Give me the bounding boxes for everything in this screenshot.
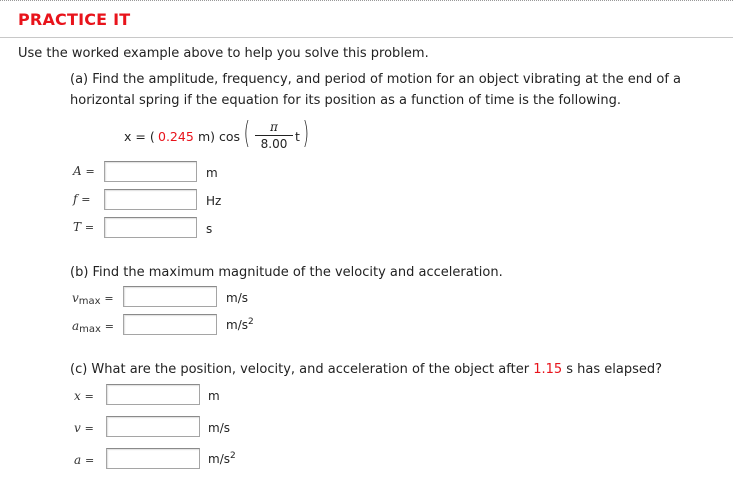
amax-unit: $m/s^2$ [226,317,254,332]
amplitude-unit: m [206,166,218,180]
velocity-input[interactable] [106,416,200,437]
part-a-text-line2: horizontal spring if the equation for its position as a function of time is the following. [70,93,622,108]
frequency-unit: Hz [206,194,222,208]
right-paren: ) [302,116,310,151]
equation-cos: m) cos [198,129,241,144]
frequency-label: f = [73,192,91,206]
equation-amplitude: 0.245 [158,129,194,144]
period-unit: s [206,222,213,236]
fraction-denominator: 8.00 [260,137,288,151]
amax-input[interactable] [123,314,217,335]
vmax-label: $v_{max}$ = [72,291,114,307]
equation-lhs: x = ( [124,129,155,144]
left-paren: ( [243,116,251,151]
fraction-numerator: π [270,120,278,134]
position-unit: m [208,389,220,403]
frequency-input[interactable] [104,189,197,210]
equation-t: t [295,129,300,144]
part-b-text: (b) Find the maximum magnitude of the velocity and acceleration. [70,265,503,280]
intro-text: Use the worked example above to help you solve this problem. [18,46,429,61]
vmax-unit: m/s [226,291,248,305]
fraction [255,120,293,151]
amax-label: $a_{max}$ = [72,319,114,335]
part-a-text-line1: (a) Find the amplitude, frequency, and period of motion for an object vibrating at the end of a [70,72,681,87]
part-c-text: (c) What are the position, velocity, and acceleration of the object after 1.15 s has elapsed? [70,362,663,377]
amplitude-label: A = [73,164,95,178]
period-input[interactable] [104,217,197,238]
position-label: x = [74,389,94,403]
vmax-input[interactable] [123,286,217,307]
top-dotted-divider [0,0,733,1]
title-divider [0,37,733,38]
period-label: T = [73,220,95,234]
elapsed-time-value: 1.15 [533,362,563,377]
acceleration-input[interactable] [106,448,200,469]
fraction-bar [255,135,293,136]
position-input[interactable] [106,384,200,405]
page-title: PRACTICE IT [18,10,131,29]
acceleration-label: a = [74,453,95,467]
velocity-unit: m/s [208,421,230,435]
acceleration-unit: $m/s^2$ [208,451,236,466]
amplitude-input[interactable] [104,161,197,182]
velocity-label: v = [74,421,94,435]
